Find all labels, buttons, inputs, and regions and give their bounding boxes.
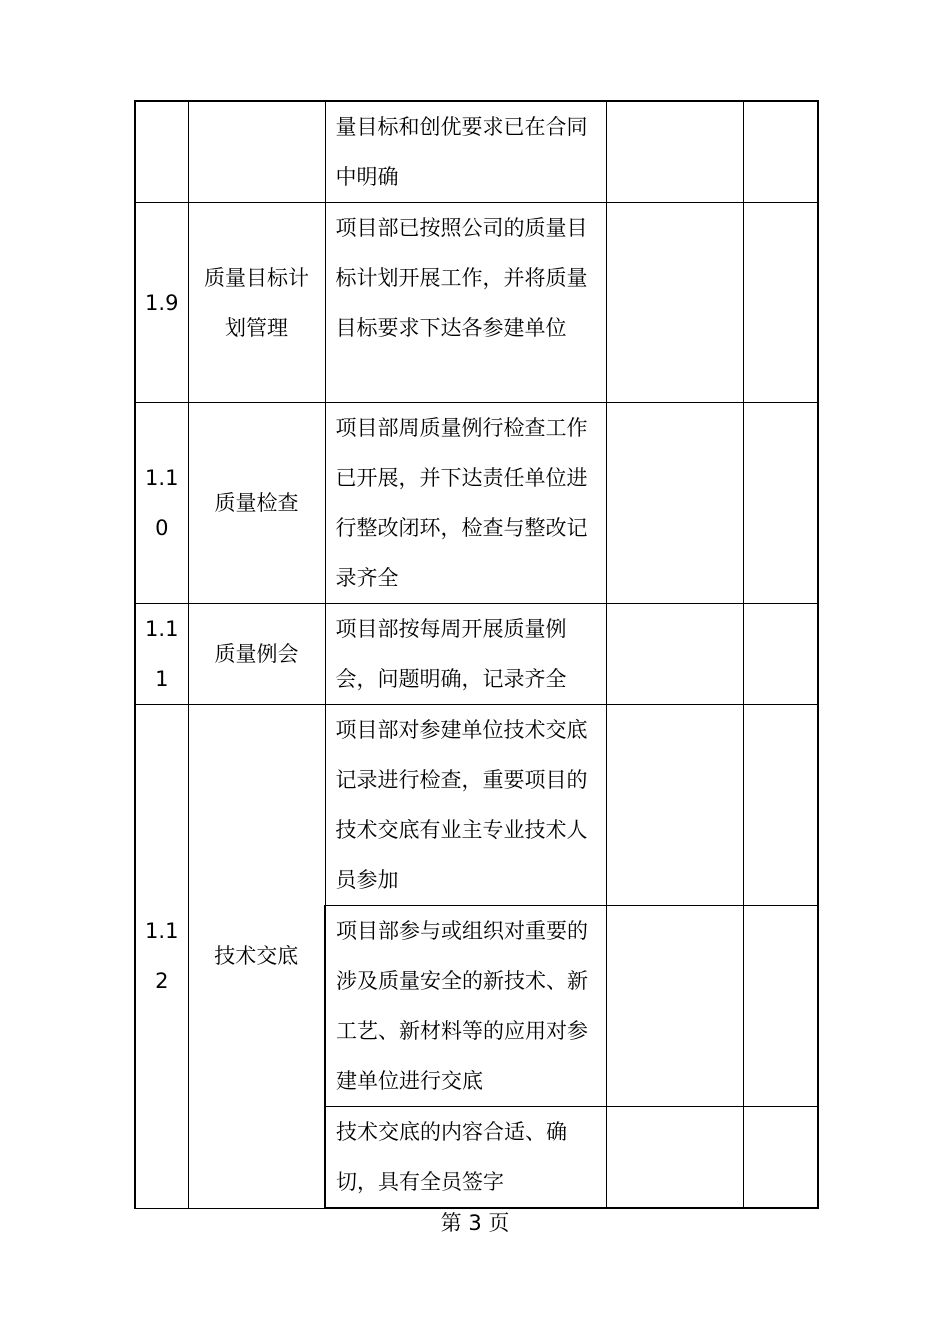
- item-name-cell: [188, 101, 325, 203]
- table-row: [135, 403, 818, 604]
- remark-cell: [743, 403, 818, 604]
- result-cell: [606, 101, 743, 203]
- remark-cell: [743, 906, 818, 1107]
- item-name-cell: 质量目标计划管理: [188, 203, 325, 403]
- remark-cell: [743, 203, 818, 403]
- requirement-cell: 技术交底的内容合适、确切，具有全员签字: [325, 1107, 606, 1209]
- requirement-cell: 项目部已按照公司的质量目标计划开展工作，并将质量目标要求下达各参建单位: [325, 203, 606, 403]
- table-row: [135, 705, 818, 906]
- item-name-cell: 质量检查: [188, 403, 325, 604]
- requirement-cell: 量目标和创优要求已在合同中明确: [325, 101, 606, 203]
- table-row: [135, 203, 818, 403]
- result-cell: [606, 705, 743, 906]
- page-number: 第 3 页: [440, 1211, 510, 1235]
- item-number-cell: 1.11: [135, 604, 188, 705]
- item-number-cell: 1.10: [135, 403, 188, 604]
- remark-cell: [743, 705, 818, 906]
- result-cell: [606, 1107, 743, 1209]
- remark-cell: [743, 1107, 818, 1209]
- remark-cell: [743, 101, 818, 203]
- item-number-cell: [135, 101, 188, 203]
- result-cell: [606, 604, 743, 705]
- item-number-cell: 1.9: [135, 203, 188, 403]
- requirement-cell: 项目部参与或组织对重要的涉及质量安全的新技术、新工艺、新材料等的应用对参建单位进行交底: [325, 906, 606, 1107]
- requirement-cell: 项目部周质量例行检查工作已开展，并下达责任单位进行整改闭环，检查与整改记录齐全: [325, 403, 606, 604]
- result-cell: [606, 403, 743, 604]
- table-row: [135, 101, 818, 203]
- result-cell: [606, 203, 743, 403]
- table-row: [135, 604, 818, 705]
- item-name-cell: 技术交底: [188, 705, 325, 1209]
- item-number-cell: 1.12: [135, 705, 188, 1209]
- inspection-table: [134, 100, 819, 1209]
- item-name-cell: 质量例会: [188, 604, 325, 705]
- requirement-cell: 项目部按每周开展质量例会，问题明确，记录齐全: [325, 604, 606, 705]
- requirement-cell: 项目部对参建单位技术交底记录进行检查，重要项目的技术交底有业主专业技术人员参加: [325, 705, 606, 906]
- result-cell: [606, 906, 743, 1107]
- remark-cell: [743, 604, 818, 705]
